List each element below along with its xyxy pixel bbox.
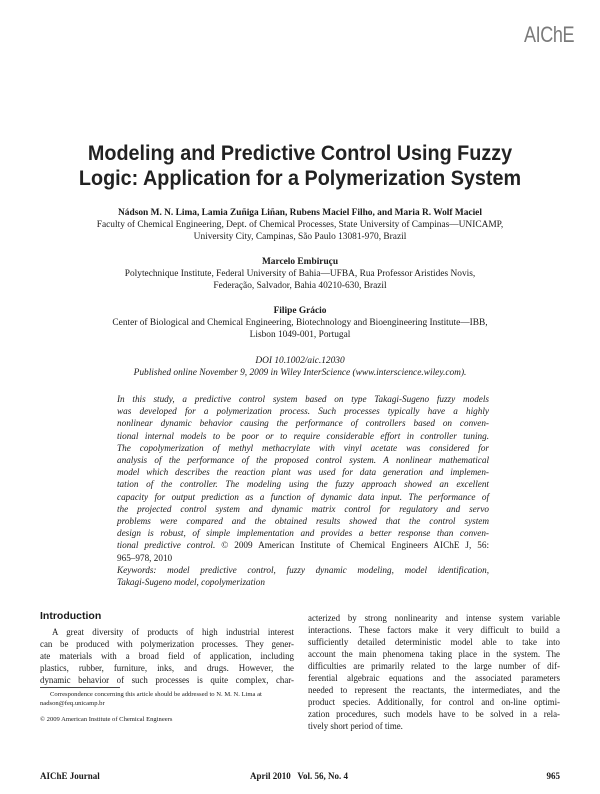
abstract-line: capacity for output prediction as a function of dynamic data input. The performance of — [117, 491, 489, 502]
body-line: needed to represent the reactants, the intermediates, and the — [308, 685, 560, 695]
footnote-correspondence-1: Correspondence concerning this article should be addressed to N. M. N. Lima at — [50, 691, 262, 698]
author-names-3: Filipe Grácio — [273, 306, 327, 316]
article-title — [61, 141, 539, 191]
body-line: A great diversity of products of high industrial interest — [52, 627, 294, 637]
abstract-line: problems were compared and the obtained results showed that the control system — [117, 516, 489, 527]
author-block-1 — [30, 207, 570, 244]
body-line: sufficiently detailed deterministic model able to take into — [308, 637, 560, 647]
body-line: can be produced with polymerization processes. They gener- — [40, 639, 294, 649]
abstract-line: analysis of the performance of the proposed control system. A nonlinear mathematical — [117, 455, 489, 466]
footer-page-number: 965 — [546, 771, 560, 781]
keywords-line-2: Takagi-Sugeno model, copolymerization — [117, 577, 265, 588]
intro-column-2 — [308, 612, 560, 732]
body-line: ferential algebraic equations and the associated parameters — [308, 673, 560, 683]
body-line: dynamic behavior of such processes is quite complex, char- — [40, 675, 294, 685]
affiliation-3-line-2: Lisbon 1049-001, Portugal — [249, 330, 351, 341]
body-line: account the main phenomena taking place in the system. The — [308, 649, 560, 659]
body-line: acterized by strong nonlinearity and intense system variable — [308, 613, 560, 623]
abstract-copyright: © 2009 American Institute of Chemical Engineers AIChE J, 56: — [215, 540, 489, 551]
abstract — [117, 393, 489, 588]
body-line: zation procedures, such models have to be solved in a rela- — [308, 709, 560, 719]
affiliation-1-line-2: University City, Campinas, São Paulo 13081-970, Brazil — [193, 232, 407, 243]
body-line: interactions. These factors make it very difficult to build a — [308, 625, 560, 635]
body-line: tively short period of time. — [308, 721, 403, 731]
footer-journal: AIChE Journal — [40, 771, 100, 781]
section-heading: Introduction — [40, 610, 102, 622]
author-block-3 — [30, 305, 570, 342]
affiliation-2-line-1: Polytechnique Institute, Federal University of Bahia—UFBA, Rua Professor Aristides Novis, — [124, 269, 476, 280]
abstract-line: design is robust, of simple implementation and provides a better response than conven- — [117, 528, 489, 539]
doi[interactable]: DOI 10.1002/aic.12030 — [255, 356, 345, 366]
intro-column-1 — [40, 626, 294, 686]
affiliation-2-line-2: Federação, Salvador, Bahia 40210-630, Brazil — [213, 281, 387, 292]
footnote-divider — [40, 687, 120, 688]
abstract-line: tional internal models to be poor or to require considerable effort in controller tuning. — [117, 430, 489, 441]
affiliation-1-line-1: Faculty of Chemical Engineering, Dept. of Chemical Processes, State University of Campinas—UNICAMP, — [96, 220, 504, 231]
abstract-citation: 965–978, 2010 — [117, 552, 173, 563]
abstract-line: was developed for a polymerization process. Such processes typically have a highly — [117, 406, 489, 417]
body-line: plastics, rubber, furniture, inks, and drugs. However, the — [40, 663, 294, 673]
abstract-line: the projected control system and dynamic matrix control for regulatory and servo — [117, 503, 489, 514]
abstract-line: The copolymerization of methyl methacrylate with vinyl acetate was considered for — [117, 442, 489, 453]
body-line: difficulties are primarily related to the large number of dif- — [308, 661, 560, 671]
author-names-1: Nádson M. N. Lima, Lamia Zuñiga Liñan, Rubens Maciel Filho, and Maria R. Wolf Maciel — [118, 208, 482, 218]
affiliation-3-line-1: Center of Biological and Chemical Engineering, Biotechnology and Bioengineering Institute—IBB, — [112, 318, 488, 329]
footnote-correspondence-2[interactable]: nadson@feq.unicamp.br — [40, 700, 105, 707]
author-block-2 — [30, 256, 570, 293]
title-line-1: Modeling and Predictive Control Using Fuzzy — [87, 141, 513, 165]
abstract-line: In this study, a predictive control system based on type Takagi-Sugeno fuzzy models — [117, 394, 489, 404]
journal-logo: AIChE — [523, 22, 574, 47]
keywords-line-1: Keywords: model predictive control, fuzzy dynamic modeling, model identification, — [117, 564, 489, 575]
author-names-2: Marcelo Embiruçu — [261, 257, 339, 267]
body-line: ate materials with a broad field of application, including — [40, 651, 294, 661]
abstract-last-italic: tional predictive control. — [117, 540, 216, 551]
abstract-line: model which describes the reaction plant was used for data generation and implemen- — [117, 467, 489, 478]
abstract-copyright-line — [117, 539, 489, 551]
title-line-2: Logic: Application for a Polymerization System — [78, 166, 522, 190]
abstract-line: nonlinear dynamic behavior causing the performance of controllers based on conven- — [117, 418, 489, 429]
publication-info — [30, 355, 570, 379]
footer-issue: April 2010 Vol. 56, No. 4 — [250, 771, 349, 781]
body-line: product species. Additionally, for control and on-line optimi- — [308, 697, 560, 707]
copyright-note: © 2009 American Institute of Chemical Engineers — [40, 716, 173, 723]
abstract-line: tation of the controller. The modeling using the fuzzy approach showed an excellent — [117, 479, 489, 490]
published-online: Published online November 9, 2009 in Wiley InterScience (www.interscience.wiley.com). — [133, 368, 467, 379]
